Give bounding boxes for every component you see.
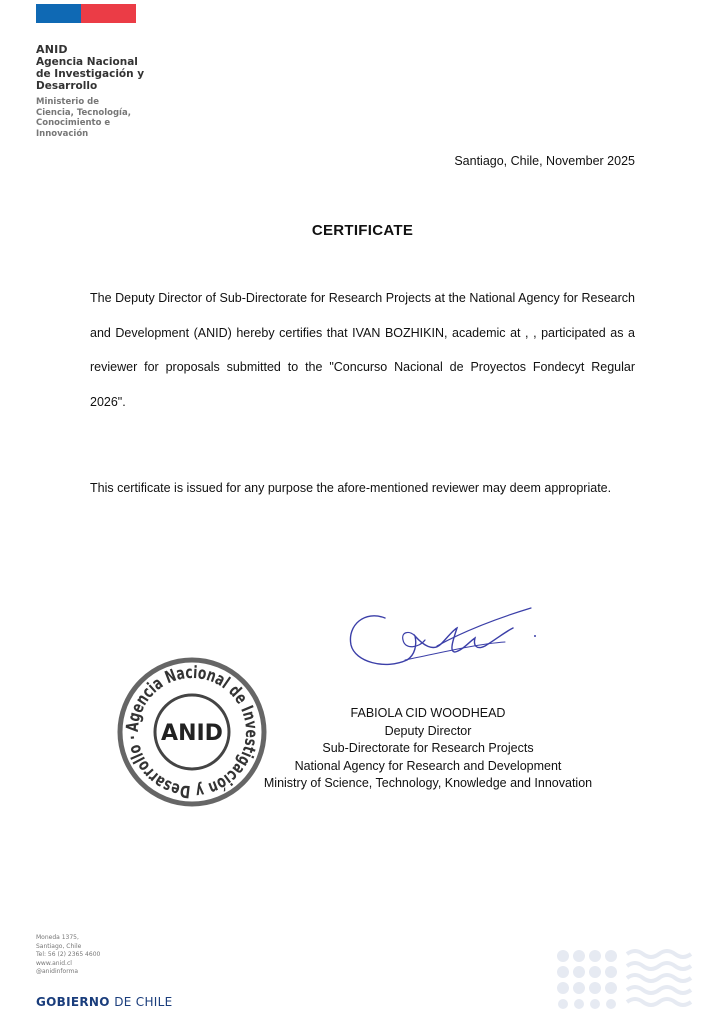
logo-ministry — [36, 97, 144, 139]
seal-ring-text: Agencia Nacional de Investigación y Desarrollo · — [122, 662, 262, 802]
signer-agency: National Agency for Research and Development — [294, 758, 562, 773]
logo-acronym: ANID — [36, 43, 68, 56]
footer-address-line: @anidinforma — [36, 968, 79, 975]
document-date: Santiago, Chile, November 2025 — [454, 154, 635, 168]
footer-address-line: Moneda 1375, — [36, 934, 79, 941]
de-chile-text: DE CHILE — [114, 995, 173, 1009]
footer-address-line: www.anid.cl — [36, 959, 72, 967]
page-title: CERTIFICATE — [311, 222, 414, 239]
footer-address — [36, 934, 100, 977]
body-paragraph-2: This certificate is issued for any purpose the afore-mentioned reviewer may deem appropriate. — [90, 481, 612, 495]
logo-agency-line: Desarrollo — [36, 80, 98, 92]
logo-ministry-line: Innovación — [36, 128, 89, 139]
chile-flag-bar — [36, 4, 136, 23]
gobierno-de-chile-logo — [36, 995, 172, 1009]
signer-name: FABIOLA CID WOODHEAD — [350, 706, 506, 720]
seal-center-text: ANID — [161, 721, 223, 746]
flag-red-stripe — [81, 4, 136, 23]
logo-ministry-line: Ciencia, Tecnología, — [36, 107, 131, 118]
signer-ministry: Ministry of Science, Technology, Knowledge and Innovation — [263, 776, 593, 790]
anid-seal-stamp — [112, 652, 272, 812]
anid-logo-block — [36, 44, 144, 139]
logo-ministry-line: Ministerio de — [36, 97, 99, 107]
signer-block — [262, 705, 594, 793]
decorative-pattern-icon — [555, 948, 695, 1010]
footer-address-line: Tel: 56 (2) 2365 4600 — [36, 951, 101, 958]
gobierno-text: GOBIERNO — [36, 995, 110, 1009]
body-paragraph-1: The Deputy Director of Sub-Directorate for Research Projects at the National Agency for Research and Development (ANID) hereby certifies that IVAN BOZHIKIN, academic at , , participated as a reviewer for proposals submitted to the "Concurso Nacional de Proyectos Fondecyt Regular 2026". — [90, 291, 635, 409]
flag-blue-stripe — [36, 4, 81, 23]
handwritten-signature — [345, 600, 545, 680]
logo-agency-line: de Investigación y — [36, 68, 145, 80]
logo-agency-line: Agencia Nacional — [36, 56, 138, 68]
logo-ministry-line: Conocimiento e — [36, 118, 111, 128]
footer-address-line: Santiago, Chile — [36, 942, 82, 950]
signer-role: Deputy Director — [384, 723, 472, 738]
signer-unit: Sub-Directorate for Research Projects — [322, 741, 534, 755]
